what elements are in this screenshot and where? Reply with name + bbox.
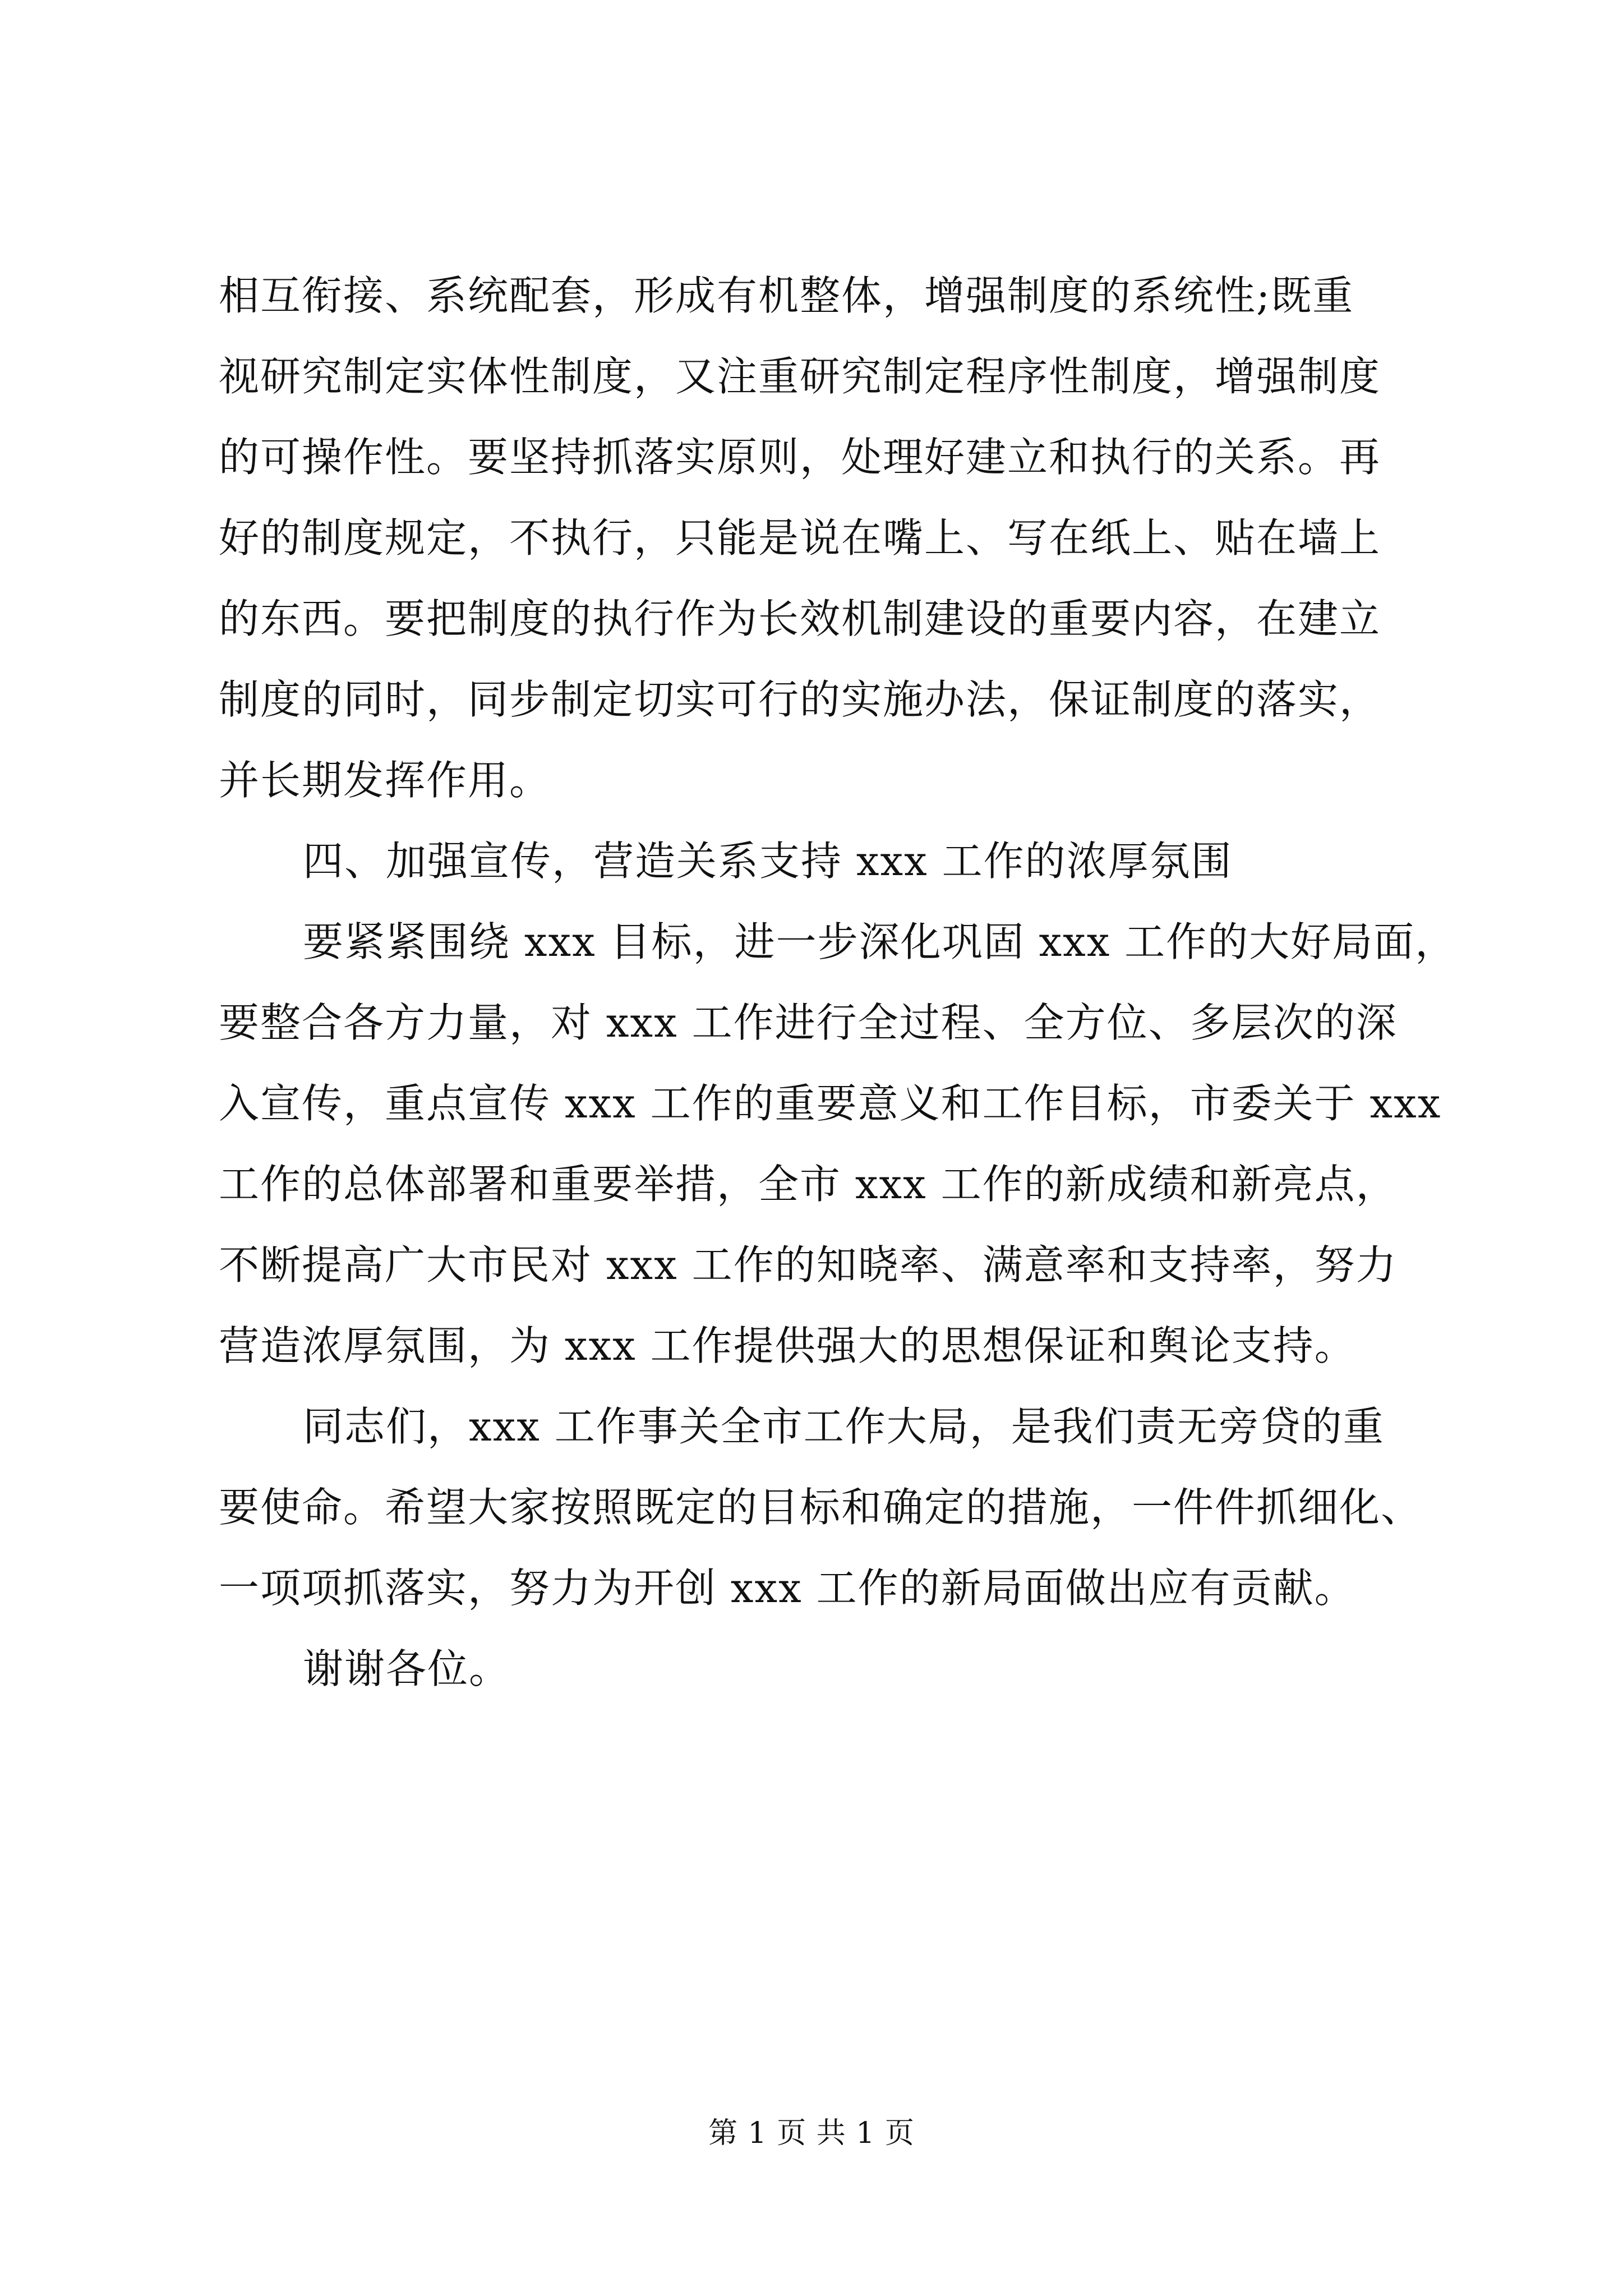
closing-line: 谢谢各位。 [303, 1645, 511, 1692]
page-number-footer: 第 1 页 共 1 页 [708, 2116, 915, 2150]
paragraph-line: 制度的同时，同步制定切实可行的实施办法，保证制度的落实， [219, 676, 1381, 723]
paragraph-line: 同志们，xxx 工作事关全市工作大局，是我们责无旁贷的重 [303, 1403, 1385, 1450]
paragraph-line: 要紧紧围绕 xxx 目标，进一步深化巩固 xxx 工作的大好局面， [303, 918, 1457, 965]
paragraph-line: 不断提高广大市民对 xxx 工作的知晓率、满意率和支持率，努力 [219, 1241, 1398, 1289]
paragraph-line: 并长期发挥作用。 [219, 757, 551, 804]
paragraph-line: 营造浓厚氛围，为 xxx 工作提供强大的思想保证和舆论支持。 [219, 1322, 1356, 1369]
section-heading: 四、加强宣传，营造关系支持 xxx 工作的浓厚氛围 [303, 838, 1233, 885]
paragraph-line: 要使命。希望大家按照既定的目标和确定的措施，一件件抓细化、 [219, 1484, 1423, 1531]
paragraph-line: 好的制度规定，不执行，只能是说在嘴上、写在纸上、贴在墙上 [219, 514, 1381, 562]
paragraph-line: 的可操作性。要坚持抓落实原则，处理好建立和执行的关系。再 [219, 434, 1381, 481]
paragraph-line: 工作的总体部署和重要举措，全市 xxx 工作的新成绩和新亮点， [219, 1161, 1398, 1208]
paragraph-line: 入宣传，重点宣传 xxx 工作的重要意义和工作目标，市委关于 xxx [219, 1080, 1442, 1127]
paragraph-line: 的东西。要把制度的执行作为长效机制建设的重要内容，在建立 [219, 595, 1381, 642]
paragraph-line: 要整合各方力量，对 xxx 工作进行全过程、全方位、多层次的深 [219, 999, 1398, 1046]
document-body [219, 255, 1457, 1709]
paragraph-line: 一项项抓落实，努力为开创 xxx 工作的新局面做出应有贡献。 [219, 1565, 1356, 1612]
paragraph-line: 视研究制定实体性制度，又注重研究制定程序性制度，增强制度 [219, 353, 1381, 400]
paragraph-line: 相互衔接、系统配套，形成有机整体，增强制度的系统性;既重 [219, 272, 1354, 319]
